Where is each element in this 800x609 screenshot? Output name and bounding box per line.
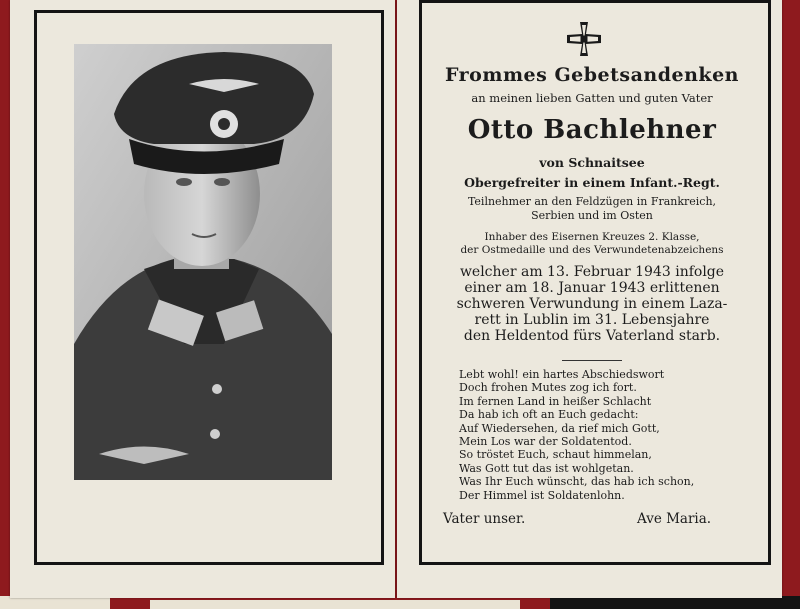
iron-cross-icon [567, 22, 601, 56]
card-header: Frommes Gebetsandenken [445, 64, 739, 86]
campaigns-line: Serbien und im Osten [531, 208, 653, 222]
awards-block [437, 232, 747, 258]
campaigns-line: Teilnehmer an den Feldzügen in Frankreich, [467, 195, 717, 208]
poem-line: Was Gott tut das ist wohlgetan. [459, 461, 634, 475]
awards-line: Inhaber des Eisernen Kreuzes 2. Klasse, [484, 231, 700, 243]
poem-line: Mein Los war der Soldatentod. [459, 435, 632, 449]
poem-line: Was Ihr Euch wünscht, das hab ich schon, [459, 475, 695, 489]
death-text-line: rett in Lublin im 31. Lebensjahre [474, 312, 710, 329]
poem-line: Da hab ich oft an Euch gedacht: [459, 408, 639, 422]
dedication-line: an meinen lieben Gatten und guten Vater [471, 91, 713, 105]
death-text-line: einer am 18. Januar 1943 erlittenen [464, 280, 720, 297]
origin-line: von Schnaitsee [539, 155, 645, 170]
death-text-line: schweren Verwundung in einem Laza- [456, 296, 728, 313]
deceased-name: Otto Bachlehner [467, 115, 717, 145]
campaigns-block [437, 196, 747, 223]
portrait-card [10, 0, 395, 598]
poem-line: Lebt wohl! ein hartes Abschiedswort [459, 368, 665, 381]
poem-line: Im fernen Land in heißer Schlacht [459, 394, 652, 408]
death-text-line: den Heldentod fürs Vaterland starb. [463, 328, 721, 345]
awards-line: der Ostmedaille und des Verwundetenabzeichens [460, 244, 724, 257]
poem-block [459, 368, 739, 502]
memorial-text-card [397, 0, 782, 598]
poem-line: Auf Wiedersehen, da rief mich Gott, [459, 421, 660, 435]
divider-line [562, 360, 622, 361]
poem-line: Doch frohen Mutes zog ich fort. [459, 381, 637, 395]
death-text-line: welcher am 13. Februar 1943 infolge [459, 264, 725, 280]
death-text-block [437, 264, 747, 344]
soldier-portrait-photo [74, 44, 332, 480]
poem-line: Der Himmel ist Soldatenlohn. [459, 488, 625, 502]
rank-line: Obergefreiter in einem Infant.-Regt. [464, 175, 720, 190]
poem-line: So tröstet Euch, schaut himmelan, [459, 448, 652, 462]
bottom-card-scrap-middle [150, 600, 520, 609]
prayer-vater-unser: Vater unser. [443, 511, 526, 527]
prayer-ave-maria: Ave Maria. [637, 511, 712, 527]
